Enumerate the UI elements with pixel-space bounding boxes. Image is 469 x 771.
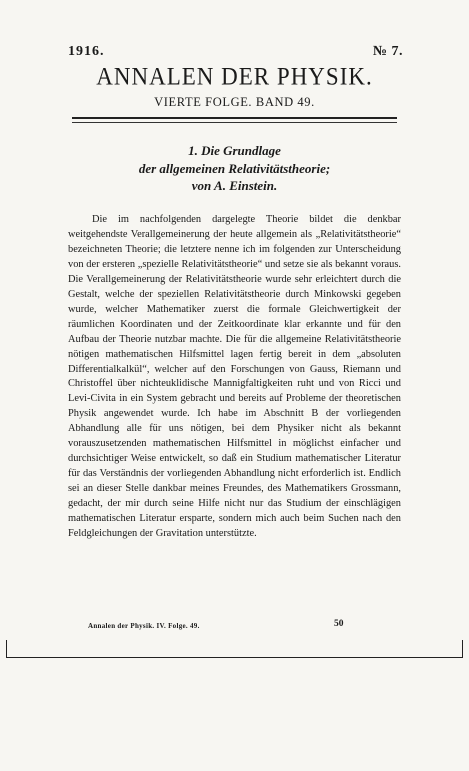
intro-paragraph: Die im nachfolgenden dargelegte Theorie bildet die denkbar weitgehendste Verallgemeinerung der heute allgemein als „Relativitätstheorie“ bezeichneten Theorie; die letztere nenne ich im folgenden zur Unterscheidung von der ersteren „spezielle Relativitätstheorie“ und setze sie als bekannt voraus. Die Verallgemeinerung der Relativitätstheorie wurde sehr erleichtert durch die Gestalt, welche der speziellen Relativitätstheorie durch Minkowski gegeben wurde, welcher Mathematiker zuerst die formale Gleichwertigkeit der räumlichen Koordinaten und der Zeitkoordinate klar erkannte und für den Aufbau der Theorie nutzbar machte. Die für die allgemeine Relativitätstheorie nötigen mathematischen Hilfsmittel lagen fertig bereit in dem „absoluten Differentialkalkül“, welcher auf den Forschungen von Gauss, Riemann und Christoffel über nichteuklidische Mannigfaltigkeiten ruht und von Ricci und Levi-Civita in ein System gebracht und bereits auf Probleme der theoretischen Physik angewendet wurde. Ich habe im Abschnitt B der vorliegenden Abhandlung alle für uns nötigen, bei dem Physiker nicht als bekannt vorauszusetzenden mathematischen Hilfsmittel in möglichst einfacher und durchsichtiger Weise entwickelt, so daß ein Studium mathematischer Literatur für das Verständnis der vorliegenden Abhandlung nicht erforderlich ist. Endlich sei an dieser Stelle dankbar meines Freundes, des Mathematikers Grossmann, gedacht, der mir durch seine Hilfe nicht nur das Studium der einschlägigen mathematischen Literatur ersparte, sondern mich auch beim Suchen nach den Feldgleichungen der Gravitation unterstützte.: [68, 214, 401, 540]
article-title-line-1: 1. Die Grundlage: [188, 143, 281, 158]
footer-citation: Annalen der Physik. IV. Folge. 49.: [88, 622, 200, 630]
page-number: 50: [334, 619, 344, 629]
frame-bottom-edge: [6, 657, 463, 658]
issue-number: № 7.: [372, 44, 403, 59]
publication-year: 1916.: [68, 44, 105, 59]
article-title-line-2: der allgemeinen Relativitätstheorie;: [138, 160, 331, 176]
journal-title: ANNALEN DER PHYSIK.: [96, 62, 373, 90]
header-rule-thick: [72, 117, 397, 119]
article-body: [68, 213, 401, 542]
frame-left-edge: [6, 640, 7, 657]
article-heading: [0, 142, 469, 195]
article-author: von A. Einstein.: [191, 178, 278, 193]
series-volume: VIERTE FOLGE. BAND 49.: [154, 95, 315, 109]
header-rule-thin: [72, 122, 397, 123]
frame-right-edge: [462, 640, 463, 657]
